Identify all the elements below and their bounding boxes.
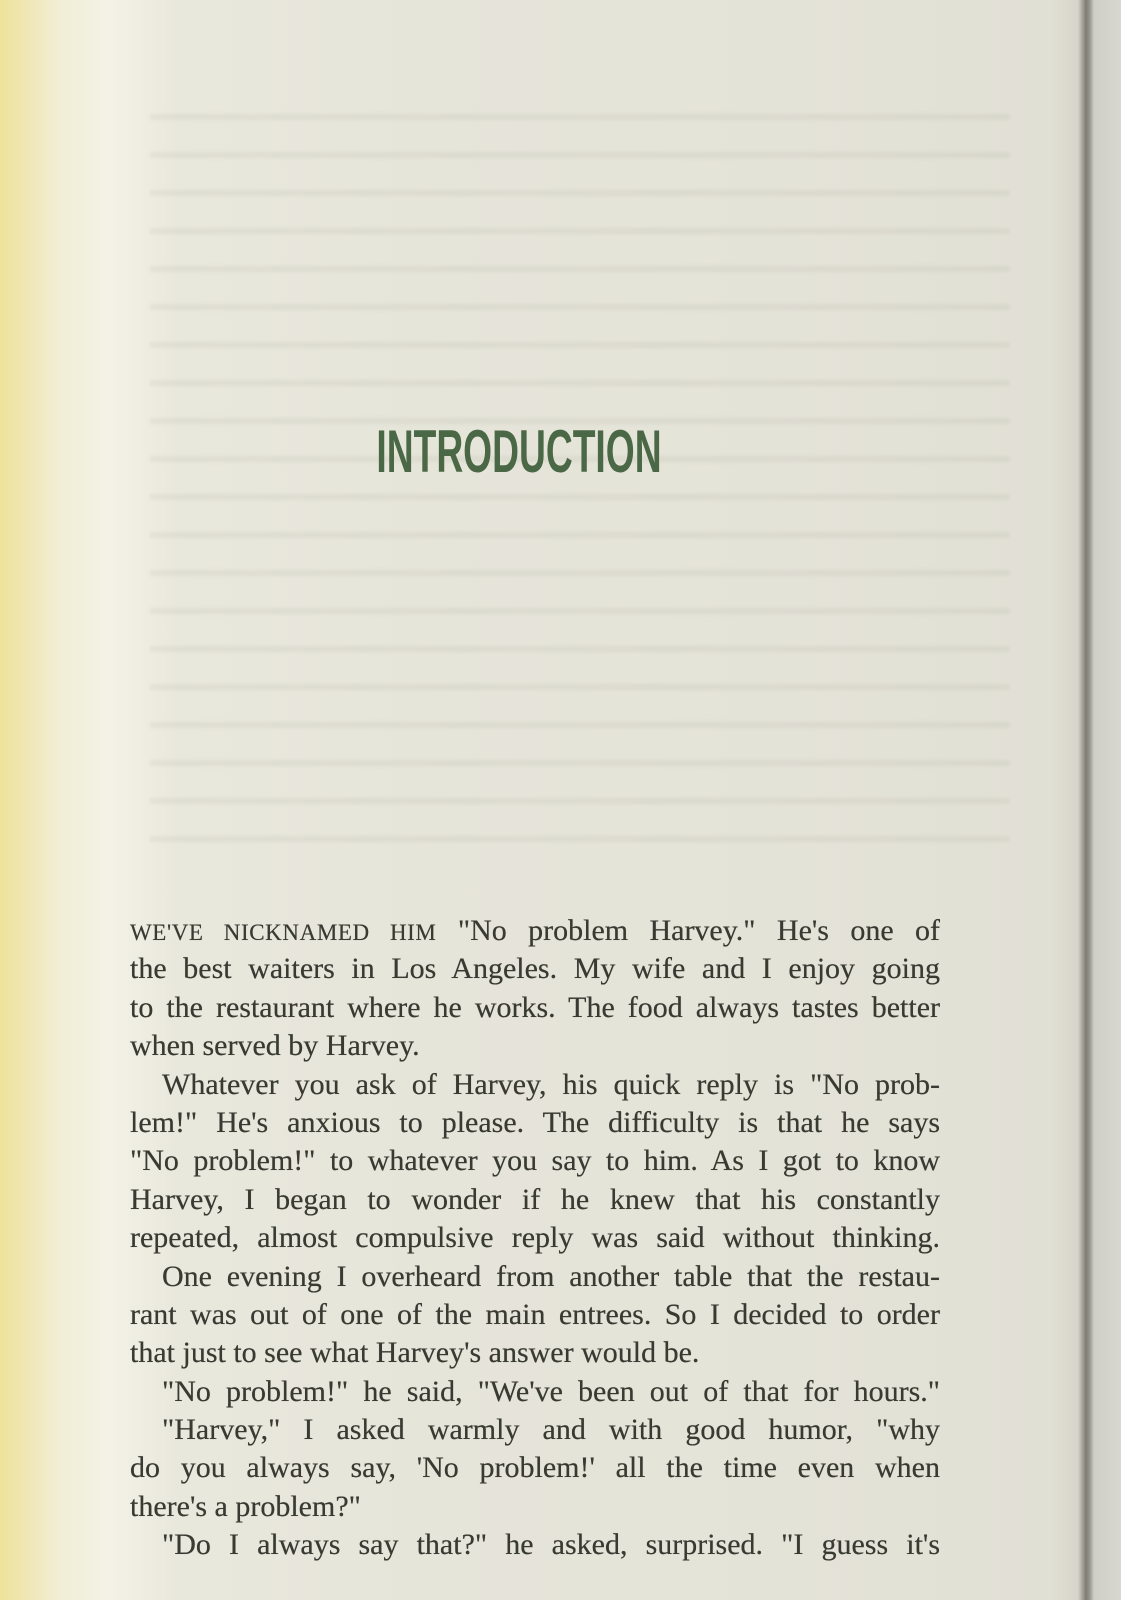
text-line: "Do I always say that?" he asked, surprised. "I guess it's — [162, 1528, 940, 1562]
text-line: there's a problem?" — [130, 1489, 361, 1523]
text-line: lem!" He's anxious to please. The difficulty is that he says — [130, 1105, 940, 1139]
text-line: Whatever you ask of Harvey, his quick reply is "No prob- — [162, 1067, 940, 1101]
text-line: rant was out of one of the main entrees. So I decided to order — [130, 1297, 940, 1331]
text-line: Harvey, I began to wonder if he knew that his constantly — [130, 1182, 940, 1216]
lead-in-small-caps: WE'VE NICKNAMED HIM — [130, 920, 437, 945]
chapter-heading-container — [219, 418, 819, 485]
text-line: do you always say, 'No problem!' all the time even when — [130, 1451, 940, 1485]
text-line: "Harvey," I asked warmly and with good humor, "why — [162, 1413, 940, 1447]
text-line — [130, 912, 940, 950]
text-line: that just to see what Harvey's answer would be. — [130, 1336, 700, 1370]
chapter-heading: INTRODUCTION — [376, 418, 662, 485]
text-line: "No problem!" to whatever you say to him. As I got to know — [130, 1144, 940, 1178]
text-line: the best waiters in Los Angeles. My wife and I enjoy going — [130, 952, 940, 986]
text-line: to the restaurant where he works. The food always tastes better — [130, 990, 940, 1024]
text-line: "No problem!" he said, "We've been out of that for hours." — [162, 1374, 940, 1408]
text-line: when served by Harvey. — [130, 1029, 420, 1063]
text-line: One evening I overheard from another table that the restau- — [162, 1259, 940, 1293]
text-line: repeated, almost compulsive reply was said without thinking. — [130, 1221, 940, 1255]
body-text — [130, 912, 940, 1565]
text-line-rest: "No problem Harvey." He's one of — [457, 914, 941, 947]
